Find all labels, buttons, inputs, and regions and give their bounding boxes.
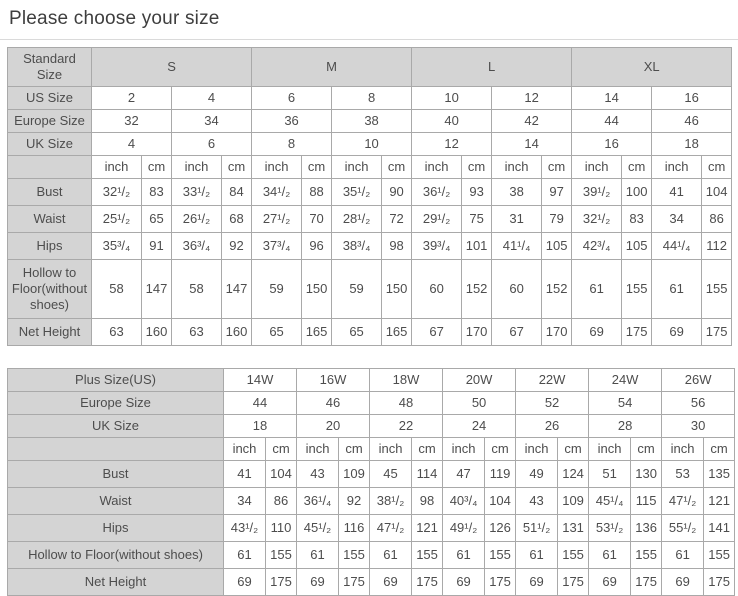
value-cell: 51¹/₂ <box>516 515 558 542</box>
value-cell: 43¹/₂ <box>224 515 266 542</box>
size-cell: 24W <box>589 369 662 392</box>
unit-cell: inch <box>252 156 302 179</box>
value-cell: 96 <box>302 233 332 260</box>
unit-cell: cm <box>462 156 492 179</box>
header-row <box>8 415 735 438</box>
value-cell: 69 <box>370 569 412 596</box>
size-cell: 14 <box>572 87 652 110</box>
unit-cell: cm <box>558 438 589 461</box>
value-cell: 47¹/₂ <box>662 488 704 515</box>
unit-cell: cm <box>142 156 172 179</box>
value-cell: 45 <box>370 461 412 488</box>
value-cell: 69 <box>652 319 702 346</box>
value-cell: 42³/₄ <box>572 233 622 260</box>
value-cell: 32¹/₂ <box>572 206 622 233</box>
value-cell: 90 <box>382 179 412 206</box>
size-cell: 20W <box>443 369 516 392</box>
value-cell: 160 <box>142 319 172 346</box>
measurement-row <box>8 515 735 542</box>
value-cell: 112 <box>702 233 732 260</box>
row-label: Waist <box>8 488 224 515</box>
unit-cell: inch <box>443 438 485 461</box>
value-cell: 104 <box>702 179 732 206</box>
value-cell: 63 <box>172 319 222 346</box>
unit-cell: inch <box>172 156 222 179</box>
value-cell: 155 <box>702 260 732 319</box>
value-cell: 135 <box>704 461 735 488</box>
value-cell: 147 <box>222 260 252 319</box>
value-cell: 155 <box>412 542 443 569</box>
value-cell: 109 <box>339 461 370 488</box>
standard-size-table <box>7 47 732 346</box>
value-cell: 68 <box>222 206 252 233</box>
value-cell: 69 <box>662 569 704 596</box>
value-cell: 72 <box>382 206 412 233</box>
value-cell: 175 <box>485 569 516 596</box>
size-cell: 22W <box>516 369 589 392</box>
units-row <box>8 156 732 179</box>
value-cell: 36³/₄ <box>172 233 222 260</box>
value-cell: 69 <box>589 569 631 596</box>
unit-cell: inch <box>492 156 542 179</box>
unit-cell: cm <box>266 438 297 461</box>
header-row <box>8 48 732 87</box>
value-cell: 175 <box>412 569 443 596</box>
header-row <box>8 110 732 133</box>
value-cell: 83 <box>622 206 652 233</box>
unit-cell: cm <box>704 438 735 461</box>
value-cell: 70 <box>302 206 332 233</box>
unit-cell: inch <box>370 438 412 461</box>
value-cell: 155 <box>631 542 662 569</box>
value-cell: 63 <box>92 319 142 346</box>
size-cell: 56 <box>662 392 735 415</box>
value-cell: 100 <box>622 179 652 206</box>
measurement-row <box>8 542 735 569</box>
measurement-row <box>8 233 732 260</box>
value-cell: 175 <box>622 319 652 346</box>
value-cell: 105 <box>542 233 572 260</box>
value-cell: 175 <box>631 569 662 596</box>
size-cell: 12 <box>492 87 572 110</box>
value-cell: 35³/₄ <box>92 233 142 260</box>
value-cell: 34¹/₂ <box>252 179 302 206</box>
value-cell: 93 <box>462 179 492 206</box>
value-cell: 60 <box>492 260 542 319</box>
value-cell: 67 <box>412 319 462 346</box>
value-cell: 61 <box>572 260 622 319</box>
size-cell: 20 <box>297 415 370 438</box>
unit-cell: cm <box>302 156 332 179</box>
row-label: US Size <box>8 87 92 110</box>
value-cell: 92 <box>222 233 252 260</box>
value-cell: 33¹/₂ <box>172 179 222 206</box>
unit-cell: inch <box>224 438 266 461</box>
row-label: Standard Size <box>8 48 92 87</box>
value-cell: 116 <box>339 515 370 542</box>
value-cell: 26¹/₂ <box>172 206 222 233</box>
size-cell: 8 <box>252 133 332 156</box>
value-cell: 119 <box>485 461 516 488</box>
value-cell: 109 <box>558 488 589 515</box>
size-cell: 6 <box>172 133 252 156</box>
row-label: Plus Size(US) <box>8 369 224 392</box>
row-label: Hollow to Floor(without shoes) <box>8 260 92 319</box>
size-cell: 44 <box>572 110 652 133</box>
row-label: Hips <box>8 515 224 542</box>
value-cell: 61 <box>589 542 631 569</box>
value-cell: 41 <box>224 461 266 488</box>
value-cell: 51 <box>589 461 631 488</box>
value-cell: 61 <box>297 542 339 569</box>
size-cell: 50 <box>443 392 516 415</box>
plus-size-table <box>7 368 735 596</box>
value-cell: 155 <box>704 542 735 569</box>
value-cell: 101 <box>462 233 492 260</box>
value-cell: 141 <box>704 515 735 542</box>
value-cell: 115 <box>631 488 662 515</box>
size-cell: 14 <box>492 133 572 156</box>
value-cell: 53¹/₂ <box>589 515 631 542</box>
value-cell: 25¹/₂ <box>92 206 142 233</box>
value-cell: 49¹/₂ <box>443 515 485 542</box>
measurement-row <box>8 179 732 206</box>
value-cell: 47 <box>443 461 485 488</box>
size-cell: 18 <box>652 133 732 156</box>
unit-cell: cm <box>339 438 370 461</box>
value-cell: 35¹/₂ <box>332 179 382 206</box>
size-cell: 46 <box>652 110 732 133</box>
value-cell: 110 <box>266 515 297 542</box>
unit-cell: inch <box>332 156 382 179</box>
size-cell: 4 <box>172 87 252 110</box>
size-cell: 32 <box>92 110 172 133</box>
row-label: Waist <box>8 206 92 233</box>
value-cell: 39¹/₂ <box>572 179 622 206</box>
value-cell: 160 <box>222 319 252 346</box>
unit-cell: inch <box>92 156 142 179</box>
value-cell: 61 <box>224 542 266 569</box>
unit-cell: inch <box>412 156 462 179</box>
value-cell: 61 <box>443 542 485 569</box>
size-cell: S <box>92 48 252 87</box>
value-cell: 59 <box>332 260 382 319</box>
size-cell: XL <box>572 48 732 87</box>
value-cell: 65 <box>332 319 382 346</box>
value-cell: 155 <box>485 542 516 569</box>
value-cell: 43 <box>297 461 339 488</box>
value-cell: 61 <box>652 260 702 319</box>
size-cell: 54 <box>589 392 662 415</box>
value-cell: 84 <box>222 179 252 206</box>
value-cell: 69 <box>516 569 558 596</box>
value-cell: 41 <box>652 179 702 206</box>
value-cell: 32¹/₂ <box>92 179 142 206</box>
value-cell: 69 <box>224 569 266 596</box>
value-cell: 69 <box>443 569 485 596</box>
value-cell: 131 <box>558 515 589 542</box>
value-cell: 155 <box>339 542 370 569</box>
value-cell: 170 <box>542 319 572 346</box>
row-label: Hips <box>8 233 92 260</box>
value-cell: 75 <box>462 206 492 233</box>
value-cell: 49 <box>516 461 558 488</box>
row-label: Bust <box>8 461 224 488</box>
size-cell: 36 <box>252 110 332 133</box>
header-row <box>8 392 735 415</box>
value-cell: 45¹/₄ <box>589 488 631 515</box>
value-cell: 92 <box>339 488 370 515</box>
size-cell: 44 <box>224 392 297 415</box>
value-cell: 60 <box>412 260 462 319</box>
value-cell: 61 <box>516 542 558 569</box>
row-label: Europe Size <box>8 392 224 415</box>
value-cell: 34 <box>652 206 702 233</box>
size-cell: 28 <box>589 415 662 438</box>
value-cell: 38 <box>492 179 542 206</box>
units-row <box>8 438 735 461</box>
size-cell: 16 <box>572 133 652 156</box>
size-cell: 26 <box>516 415 589 438</box>
unit-cell: cm <box>412 438 443 461</box>
row-label <box>8 438 224 461</box>
value-cell: 150 <box>382 260 412 319</box>
size-cell: 4 <box>92 133 172 156</box>
row-label: Europe Size <box>8 110 92 133</box>
value-cell: 39³/₄ <box>412 233 462 260</box>
row-label <box>8 156 92 179</box>
value-cell: 61 <box>370 542 412 569</box>
value-cell: 61 <box>662 542 704 569</box>
header-row <box>8 133 732 156</box>
size-cell: 22 <box>370 415 443 438</box>
title-divider <box>0 39 738 40</box>
value-cell: 104 <box>485 488 516 515</box>
row-label: UK Size <box>8 133 92 156</box>
size-cell: 26W <box>662 369 735 392</box>
value-cell: 65 <box>252 319 302 346</box>
header-row <box>8 369 735 392</box>
value-cell: 155 <box>622 260 652 319</box>
value-cell: 114 <box>412 461 443 488</box>
value-cell: 104 <box>266 461 297 488</box>
row-label: Bust <box>8 179 92 206</box>
value-cell: 130 <box>631 461 662 488</box>
page-title: Please choose your size <box>9 8 220 29</box>
size-cell: 12 <box>412 133 492 156</box>
value-cell: 147 <box>142 260 172 319</box>
value-cell: 165 <box>382 319 412 346</box>
row-label: UK Size <box>8 415 224 438</box>
value-cell: 36¹/₄ <box>297 488 339 515</box>
measurement-row <box>8 488 735 515</box>
size-cell: 16W <box>297 369 370 392</box>
value-cell: 155 <box>266 542 297 569</box>
unit-cell: inch <box>589 438 631 461</box>
size-cell: L <box>412 48 572 87</box>
value-cell: 175 <box>702 319 732 346</box>
value-cell: 170 <box>462 319 492 346</box>
size-cell: 16 <box>652 87 732 110</box>
size-cell: 30 <box>662 415 735 438</box>
unit-cell: cm <box>222 156 252 179</box>
measurement-row <box>8 206 732 233</box>
value-cell: 67 <box>492 319 542 346</box>
value-cell: 58 <box>92 260 142 319</box>
size-cell: 10 <box>412 87 492 110</box>
unit-cell: inch <box>652 156 702 179</box>
value-cell: 58 <box>172 260 222 319</box>
size-cell: M <box>252 48 412 87</box>
value-cell: 36¹/₂ <box>412 179 462 206</box>
unit-cell: inch <box>516 438 558 461</box>
value-cell: 86 <box>266 488 297 515</box>
unit-cell: cm <box>542 156 572 179</box>
value-cell: 152 <box>542 260 572 319</box>
value-cell: 47¹/₂ <box>370 515 412 542</box>
unit-cell: inch <box>662 438 704 461</box>
value-cell: 34 <box>224 488 266 515</box>
value-cell: 91 <box>142 233 172 260</box>
value-cell: 175 <box>266 569 297 596</box>
size-cell: 52 <box>516 392 589 415</box>
header-row <box>8 87 732 110</box>
value-cell: 152 <box>462 260 492 319</box>
size-cell: 34 <box>172 110 252 133</box>
value-cell: 121 <box>412 515 443 542</box>
size-cell: 48 <box>370 392 443 415</box>
value-cell: 165 <box>302 319 332 346</box>
value-cell: 86 <box>702 206 732 233</box>
unit-cell: cm <box>702 156 732 179</box>
value-cell: 55¹/₂ <box>662 515 704 542</box>
value-cell: 121 <box>704 488 735 515</box>
value-cell: 69 <box>297 569 339 596</box>
size-cell: 14W <box>224 369 297 392</box>
measurement-row <box>8 461 735 488</box>
size-cell: 18W <box>370 369 443 392</box>
unit-cell: cm <box>622 156 652 179</box>
value-cell: 97 <box>542 179 572 206</box>
value-cell: 38¹/₂ <box>370 488 412 515</box>
measurement-row <box>8 260 732 319</box>
unit-cell: cm <box>485 438 516 461</box>
size-cell: 46 <box>297 392 370 415</box>
value-cell: 45¹/₂ <box>297 515 339 542</box>
value-cell: 38³/₄ <box>332 233 382 260</box>
value-cell: 126 <box>485 515 516 542</box>
unit-cell: cm <box>631 438 662 461</box>
value-cell: 88 <box>302 179 332 206</box>
value-cell: 43 <box>516 488 558 515</box>
value-cell: 28¹/₂ <box>332 206 382 233</box>
size-cell: 24 <box>443 415 516 438</box>
row-label: Net Height <box>8 569 224 596</box>
value-cell: 150 <box>302 260 332 319</box>
unit-cell: cm <box>382 156 412 179</box>
value-cell: 31 <box>492 206 542 233</box>
row-label: Hollow to Floor(without shoes) <box>8 542 224 569</box>
value-cell: 175 <box>558 569 589 596</box>
size-cell: 40 <box>412 110 492 133</box>
value-cell: 98 <box>412 488 443 515</box>
value-cell: 27¹/₂ <box>252 206 302 233</box>
value-cell: 29¹/₂ <box>412 206 462 233</box>
value-cell: 83 <box>142 179 172 206</box>
value-cell: 136 <box>631 515 662 542</box>
size-cell: 42 <box>492 110 572 133</box>
measurement-row <box>8 569 735 596</box>
size-cell: 10 <box>332 133 412 156</box>
value-cell: 53 <box>662 461 704 488</box>
value-cell: 69 <box>572 319 622 346</box>
value-cell: 41¹/₄ <box>492 233 542 260</box>
size-cell: 18 <box>224 415 297 438</box>
value-cell: 175 <box>339 569 370 596</box>
row-label: Net Height <box>8 319 92 346</box>
value-cell: 40³/₄ <box>443 488 485 515</box>
value-cell: 98 <box>382 233 412 260</box>
value-cell: 59 <box>252 260 302 319</box>
unit-cell: inch <box>572 156 622 179</box>
value-cell: 65 <box>142 206 172 233</box>
value-cell: 44¹/₄ <box>652 233 702 260</box>
value-cell: 155 <box>558 542 589 569</box>
value-cell: 124 <box>558 461 589 488</box>
value-cell: 37³/₄ <box>252 233 302 260</box>
size-cell: 8 <box>332 87 412 110</box>
size-cell: 6 <box>252 87 332 110</box>
size-cell: 38 <box>332 110 412 133</box>
measurement-row <box>8 319 732 346</box>
unit-cell: inch <box>297 438 339 461</box>
size-cell: 2 <box>92 87 172 110</box>
value-cell: 175 <box>704 569 735 596</box>
value-cell: 79 <box>542 206 572 233</box>
value-cell: 105 <box>622 233 652 260</box>
